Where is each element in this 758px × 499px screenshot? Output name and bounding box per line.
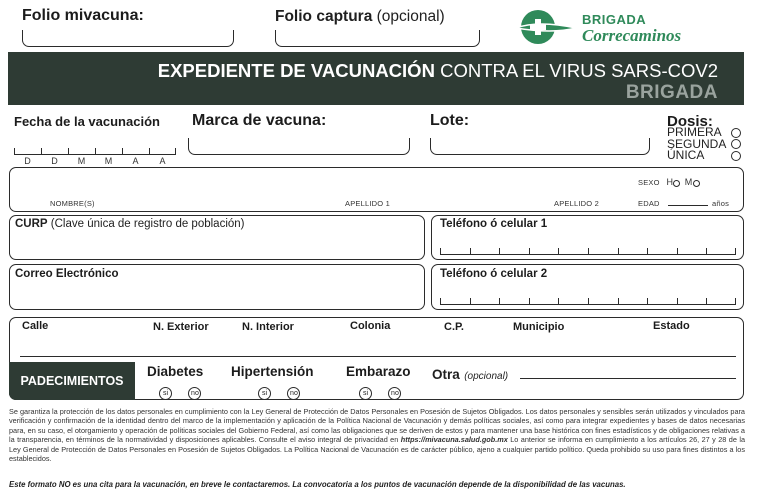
telefono1-label: Teléfono ó celular 1	[440, 218, 548, 230]
legal-text	[9, 407, 745, 463]
brigada-logo	[512, 8, 742, 48]
dosis-unica[interactable]	[667, 150, 741, 162]
marca-field[interactable]	[188, 138, 410, 155]
date-letter: M	[77, 156, 86, 166]
calle-label: Calle	[22, 320, 49, 332]
logo-correcaminos-text: Correcaminos	[582, 26, 682, 45]
dosis-segunda-label: SEGUNDA	[667, 136, 727, 151]
padecimientos-label: PADECIMIENTOS	[9, 362, 135, 400]
hipertension-label: Hipertensión	[231, 364, 314, 379]
fecha-letters	[14, 156, 176, 166]
cp-label: C.P.	[444, 321, 464, 333]
fecha-field[interactable]	[14, 148, 176, 155]
otra-optional: (opcional)	[464, 371, 509, 382]
estado-label: Estado	[653, 320, 690, 332]
telefono2-label: Teléfono ó celular 2	[440, 268, 548, 280]
title-banner	[8, 52, 744, 105]
otra-label	[432, 366, 508, 384]
embarazo-si-radio[interactable]: si	[359, 387, 372, 400]
legal-part1: Se garantiza la protección de los datos personales en cumplimiento con la Ley General de Protección de Datos Personales en Posesión de Sujetos Obligados. Los datos personales y sensibles serán utilizados y vinculados para verificación y confirmación de la identidad dentro del marco de la implementación y aplicación de la Política Nacional de Vacunación y demás políticas sociales, así como para integrar expedientes y bases de datos necesarias para, en su caso, el otorgamiento y operación de políticas sociales del Gobierno Federal, así como las obligaciones que se deriven de estos y para mantener una base histórica con fines estadísticos y de obligaciones relativas a la transparencia, en términos de la normatividad y disposiciones aplicables. Consulte el aviso integral de privacidad en	[9, 407, 745, 445]
curp-label-rest: (Clave única de registro de población)	[50, 218, 245, 230]
logo-brigada-text: BRIGADA	[582, 12, 647, 27]
anos-label: años	[712, 199, 730, 208]
sexo-m-radio[interactable]	[693, 180, 700, 187]
dosis-unica-label: ÚNICA	[667, 148, 705, 162]
date-letter: D	[51, 156, 58, 166]
folio-captura-field[interactable]	[275, 30, 480, 47]
legal-part2: Lo anterior se informa en cumplimiento a los artículos 26, 27 y 28 de la Ley General de Protección de Datos Personales en Posesión de Sujetos Obligados. La Política Nacional de Vacunación es de carácter público, ajeno a cualquier partido político. Queda prohibido su uso para fines distintos a los establecidos.	[9, 435, 746, 464]
edad-field[interactable]	[668, 205, 708, 206]
banner-title-bold: EXPEDIENTE DE VACUNACIÓN	[157, 60, 435, 81]
embarazo-no-radio[interactable]: no	[388, 387, 401, 400]
address-underline	[20, 356, 736, 357]
hipertension-si-radio[interactable]: si	[258, 387, 271, 400]
dosis-options	[667, 127, 741, 162]
folio-mivacuna-label: Folio mivacuna:	[22, 7, 144, 24]
lote-label: Lote:	[430, 112, 470, 129]
fecha-label: Fecha de la vacunación	[14, 114, 160, 129]
nombres-label: NOMBRE(S)	[50, 199, 95, 208]
dosis-segunda-radio[interactable]	[731, 139, 741, 149]
apellido2-label: APELLIDO 2	[554, 199, 599, 208]
embarazo-label: Embarazo	[346, 364, 411, 379]
otra-field[interactable]	[520, 378, 736, 379]
sexo-h-label: H	[666, 177, 674, 187]
sexo-m-label: M	[684, 177, 693, 187]
apellido1-label: APELLIDO 1	[345, 199, 390, 208]
sexo-label: SEXO	[638, 178, 660, 187]
diabetes-label: Diabetes	[147, 364, 204, 379]
dosis-primera-label: PRIMERA	[667, 125, 722, 139]
footer-note: Este formato NO es una cita para la vacunación, en breve le contactaremos. La convocatoria a los puntos de vacunación depende de la disponibilidad de las vacunas.	[9, 480, 626, 489]
dosis-unica-radio[interactable]	[731, 151, 741, 161]
date-letter: A	[132, 156, 139, 166]
date-letter: M	[104, 156, 113, 166]
embarazo-options	[359, 382, 401, 400]
folio-captura-text: Folio captura	[275, 8, 373, 25]
diabetes-si-radio[interactable]: si	[159, 387, 172, 400]
date-letter: D	[24, 156, 31, 166]
exterior-label: N. Exterior	[153, 321, 209, 333]
diabetes-no-radio[interactable]: no	[188, 387, 201, 400]
sexo-group	[638, 177, 700, 187]
telefono2-digits[interactable]	[440, 298, 736, 305]
dosis-label: Dosis:	[667, 113, 713, 130]
banner-title-rest: CONTRA EL VIRUS SARS-COV2	[440, 60, 718, 81]
banner-subtitle: BRIGADA	[625, 82, 718, 103]
curp-label-bold: CURP	[15, 218, 48, 230]
diabetes-options	[159, 382, 201, 400]
telefono1-digits[interactable]	[440, 248, 736, 255]
sexo-h-radio[interactable]	[673, 180, 680, 187]
edad-label: EDAD	[638, 199, 660, 208]
otra-text: Otra	[432, 367, 460, 382]
folio-captura-label	[275, 8, 445, 26]
dosis-primera-radio[interactable]	[731, 128, 741, 138]
marca-label: Marca de vacuna:	[192, 112, 327, 129]
municipio-label: Municipio	[513, 321, 565, 333]
folio-captura-optional: (opcional)	[376, 8, 445, 25]
hipertension-options	[258, 382, 300, 400]
privacy-link[interactable]: https://mivacuna.salud.gob.mx	[400, 435, 508, 445]
banner-title	[158, 60, 718, 82]
date-letter: A	[159, 156, 166, 166]
folio-mivacuna-field[interactable]	[22, 30, 234, 47]
lote-field[interactable]	[430, 138, 650, 155]
correo-label: Correo Electrónico	[15, 268, 119, 280]
interior-label: N. Interior	[242, 321, 294, 333]
curp-label	[15, 218, 245, 230]
colonia-label: Colonia	[350, 320, 391, 332]
brigada-emblem-icon	[512, 8, 578, 46]
hipertension-no-radio[interactable]: no	[287, 387, 300, 400]
